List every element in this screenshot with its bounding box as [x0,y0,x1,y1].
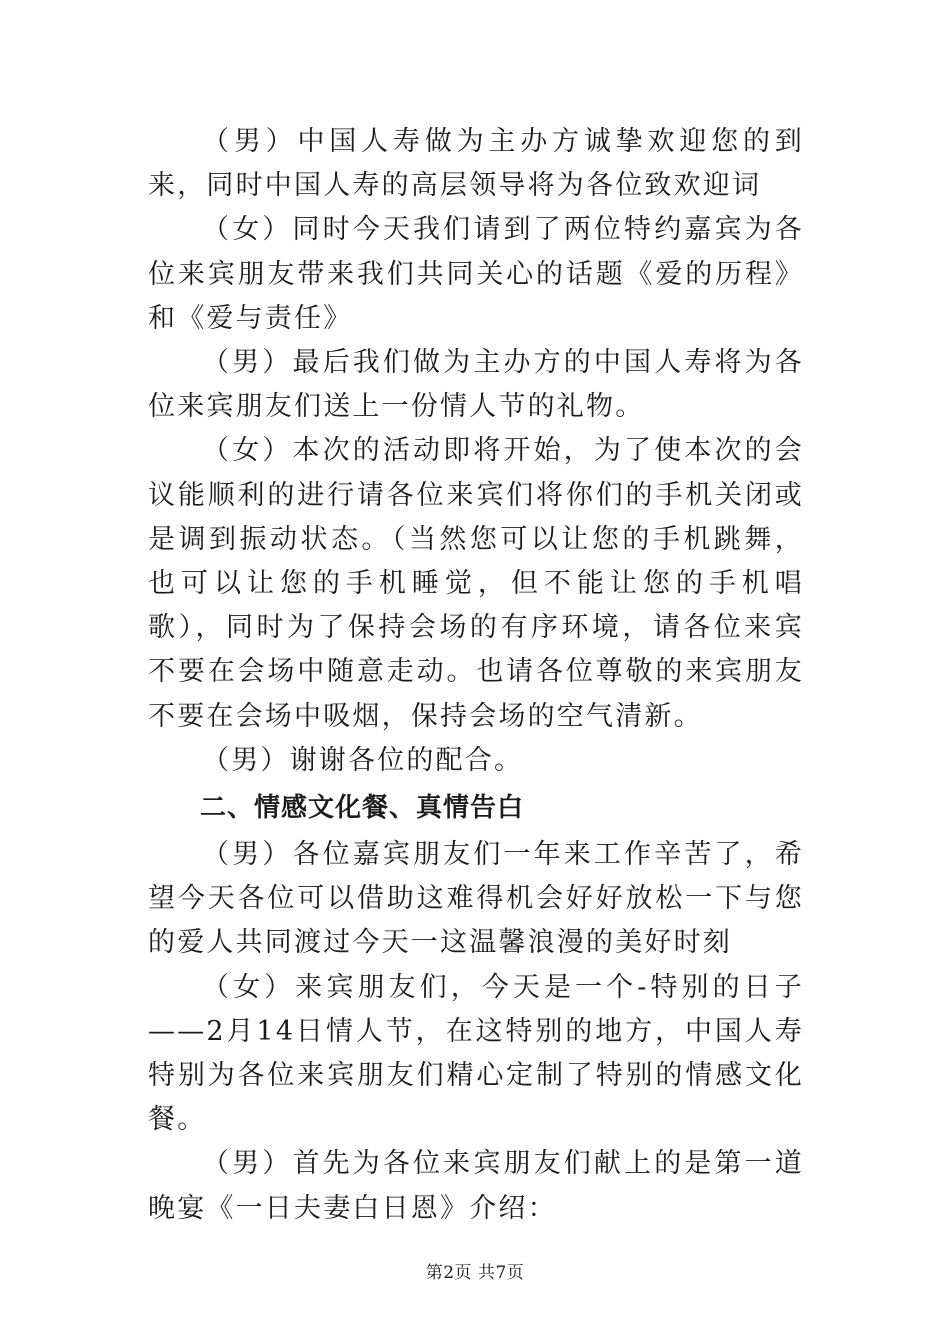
paragraph: （男）谢谢各位的配合。 [202,744,524,776]
paragraph: （女）来宾朋友们，今天是一个-特别的日子——2月14日情人节，在这特别的地方，中国人寿特别为各位来宾朋友们精心定制了特别的情感文化餐。 [148,971,804,1136]
paragraph: （男）各位嘉宾朋友们一年来工作辛苦了，希望今天各位可以借助这难得机会好好放松一下与您的爱人共同渡过今天一这温馨浪漫的美好时刻 [148,839,804,959]
section-heading: 二、情感文化餐、真情告白 [200,793,525,824]
paragraph: （女）同时今天我们请到了两位特约嘉宾为各位来宾朋友带来我们共同关心的话题《爱的历程》和《爱与责任》 [148,214,804,334]
page-number-footer: 第2页 共7页 [425,1263,525,1283]
paragraph: （男）最后我们做为主办方的中国人寿将为各位来宾朋友们送上一份情人节的礼物。 [148,347,804,423]
paragraph: （女）本次的活动即将开始，为了使本次的会议能顺利的进行请各位来宾们将你们的手机关闭或是调到振动状态。（当然您可以让您的手机跳舞，也可以让您的手机睡觉，但不能让您的手机唱歌），同时为了保持会场的有序环境，请各位来宾不要在会场中随意走动。也请各位尊敬的来宾朋友不要在会场中吸烟，保持会场的空气清新。 [148,435,804,732]
document-body [148,120,804,1231]
paragraph: （男）中国人寿做为主办方诚挚欢迎您的到来，同时中国人寿的高层领导将为各位致欢迎词 [148,126,804,202]
paragraph: （男）首先为各位来宾朋友们献上的是第一道晚宴《一日夫妻白日恩》介绍： [148,1148,804,1224]
